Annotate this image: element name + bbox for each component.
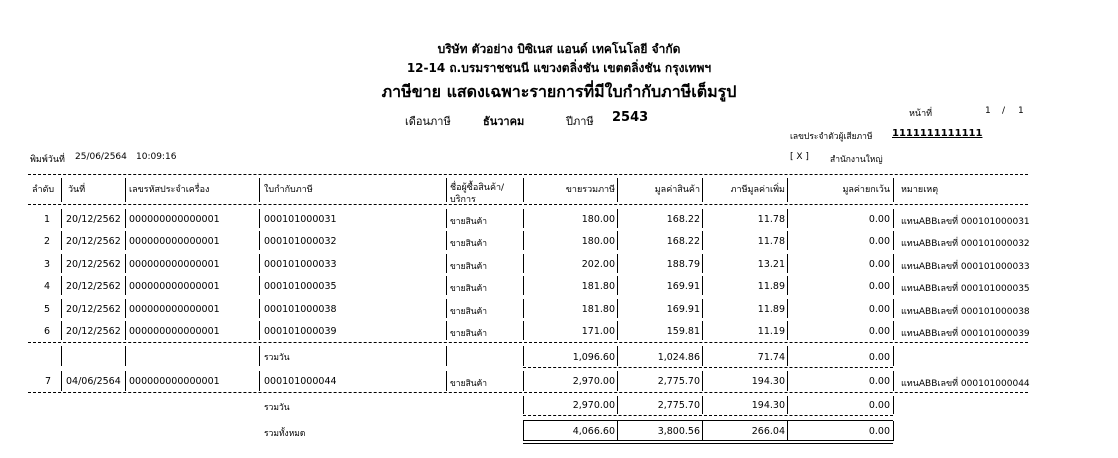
row-note: แทนABBเลขที่ 000101000038 bbox=[901, 306, 1030, 317]
row-separator bbox=[61, 276, 62, 295]
col-invoice-header: ใบกำกับภาษี bbox=[264, 185, 313, 195]
row-exempt: 0.00 bbox=[868, 258, 890, 270]
row-exempt: 0.00 bbox=[868, 326, 890, 337]
row-separator bbox=[787, 396, 788, 414]
row-seq: 1 bbox=[44, 214, 51, 225]
header-bottom-rule bbox=[28, 204, 1028, 205]
row-separator bbox=[787, 209, 788, 228]
row-note: แทนABBเลขที่ 000101000039 bbox=[901, 329, 1030, 339]
row-customer: ขายสินค้า bbox=[450, 306, 488, 317]
row-separator bbox=[259, 321, 260, 340]
row-invoice: 000101000031 bbox=[264, 214, 337, 225]
row-separator bbox=[617, 299, 618, 318]
grand-total-vat: 266.04 bbox=[751, 426, 785, 437]
header-separator bbox=[259, 178, 260, 202]
header-separator bbox=[617, 178, 618, 202]
row-separator bbox=[787, 299, 788, 318]
row-separator bbox=[61, 321, 62, 340]
page-separator: / bbox=[1002, 106, 1006, 116]
row-separator bbox=[893, 254, 894, 273]
taxid-label: เลขประจำตัวผู้เสียภาษี bbox=[790, 132, 873, 142]
row-separator bbox=[523, 276, 524, 295]
col-customer-header-2: บริการ bbox=[450, 195, 476, 205]
page-current: 1 bbox=[985, 106, 991, 116]
col-machine-header: เลขรหัสประจำเครื่อง bbox=[129, 185, 210, 195]
row-separator bbox=[446, 231, 447, 250]
row-separator bbox=[125, 299, 126, 318]
report-title: ภาษีขาย แสดงเฉพาะรายการที่มีใบกำกับภาษีเต็มรูป bbox=[381, 82, 737, 101]
header-separator bbox=[893, 178, 894, 202]
row-exempt: 0.00 bbox=[868, 303, 890, 315]
row-machine: 000000000000001 bbox=[129, 214, 220, 225]
row-total: 202.00 bbox=[581, 258, 615, 270]
subtotal1-label: รวมวัน bbox=[264, 353, 290, 363]
row-seq: 6 bbox=[44, 326, 51, 337]
row-separator bbox=[125, 254, 126, 273]
row-invoice: 000101000038 bbox=[264, 303, 337, 315]
row-date: 20/12/2562 bbox=[66, 236, 121, 248]
grand-total-top-rule bbox=[523, 420, 893, 421]
row-separator bbox=[702, 231, 703, 250]
row7-bottom-rule bbox=[28, 392, 1028, 393]
row-exempt: 0.00 bbox=[868, 236, 890, 248]
year-value: 2543 bbox=[612, 110, 649, 125]
row-separator bbox=[893, 299, 894, 318]
subtotal2-total: 2,970.00 bbox=[572, 400, 615, 411]
row-total: 181.80 bbox=[581, 281, 615, 293]
row-customer: ขายสินค้า bbox=[450, 329, 488, 339]
row-separator bbox=[617, 321, 618, 340]
row-total: 180.00 bbox=[581, 214, 615, 225]
grand-total-label: รวมทั้งหมด bbox=[264, 429, 306, 439]
col-exempt-header: มูลค่ายกเว้น bbox=[842, 185, 890, 195]
header-separator bbox=[125, 178, 126, 202]
row-goods: 168.22 bbox=[666, 236, 700, 248]
row-separator bbox=[893, 231, 894, 250]
row-separator bbox=[893, 421, 894, 441]
header-separator bbox=[446, 178, 447, 202]
row-note: แทนABBเลขที่ 000101000031 bbox=[901, 217, 1030, 227]
row-separator bbox=[523, 421, 524, 441]
col-goods-header: มูลค่าสินค้า bbox=[654, 185, 700, 195]
row-separator bbox=[125, 209, 126, 228]
row-separator bbox=[61, 254, 62, 273]
header-separator bbox=[787, 178, 788, 202]
row-separator bbox=[523, 321, 524, 340]
row7-exempt: 0.00 bbox=[868, 376, 890, 387]
row-separator bbox=[787, 276, 788, 295]
row-separator bbox=[702, 321, 703, 340]
year-label: ปีภาษี bbox=[566, 115, 594, 128]
row-goods: 169.91 bbox=[666, 281, 700, 293]
row-separator bbox=[893, 346, 894, 366]
row-vat: 11.89 bbox=[757, 281, 785, 293]
row7-goods: 2,775.70 bbox=[657, 376, 700, 387]
row-invoice: 000101000032 bbox=[264, 236, 337, 248]
print-date-label: พิมพ์วันที่ bbox=[30, 155, 65, 165]
row-separator bbox=[61, 371, 62, 391]
branch-checkbox: [ X ] bbox=[790, 152, 809, 162]
row-separator bbox=[702, 346, 703, 366]
row-separator bbox=[259, 209, 260, 228]
header-separator bbox=[61, 178, 62, 202]
row-separator bbox=[446, 321, 447, 340]
row-separator bbox=[893, 276, 894, 295]
row-machine: 000000000000001 bbox=[129, 281, 220, 293]
company-name: บริษัท ตัวอย่าง บิซิเนส แอนด์ เทคโนโลยี จำกัด bbox=[437, 42, 681, 56]
branch-label: สำนักงานใหญ่ bbox=[830, 155, 883, 165]
subtotal2-vat: 194.30 bbox=[751, 400, 785, 411]
month-value: ธันวาคม bbox=[483, 115, 525, 128]
subtotal1-top-rule bbox=[28, 342, 1028, 343]
row-separator bbox=[523, 299, 524, 318]
col-seq-header: ลำดับ bbox=[32, 185, 55, 195]
col-note-header: หมายเหตุ bbox=[901, 185, 939, 195]
row-goods: 159.81 bbox=[666, 326, 700, 337]
taxid-value: 1111111111111 bbox=[892, 128, 983, 139]
row-separator bbox=[446, 209, 447, 228]
row-separator bbox=[787, 421, 788, 441]
row-total: 181.80 bbox=[581, 303, 615, 315]
row-goods: 188.79 bbox=[666, 258, 700, 270]
row7-vat: 194.30 bbox=[751, 376, 785, 387]
row-separator bbox=[787, 321, 788, 340]
header-top-rule bbox=[28, 174, 1028, 175]
row-separator bbox=[702, 371, 703, 391]
row-separator bbox=[125, 321, 126, 340]
row-separator bbox=[702, 209, 703, 228]
row7-machine: 000000000000001 bbox=[129, 376, 220, 387]
grand-total-goods: 3,800.56 bbox=[657, 426, 700, 437]
row-separator bbox=[259, 231, 260, 250]
row-date: 20/12/2562 bbox=[66, 281, 121, 293]
print-time: 10:09:16 bbox=[136, 152, 177, 162]
row-separator bbox=[787, 254, 788, 273]
header-separator bbox=[523, 178, 524, 202]
row-separator bbox=[702, 396, 703, 414]
row-separator bbox=[702, 276, 703, 295]
subtotal1-total: 1,096.60 bbox=[572, 352, 615, 363]
row-invoice: 000101000033 bbox=[264, 258, 337, 270]
row-machine: 000000000000001 bbox=[129, 303, 220, 315]
row-separator bbox=[523, 371, 524, 391]
row-separator bbox=[787, 371, 788, 391]
row-vat: 11.78 bbox=[757, 214, 785, 225]
grand-total-double-rule bbox=[523, 440, 893, 444]
row-separator bbox=[893, 209, 894, 228]
row7-seq: 7 bbox=[45, 376, 52, 387]
row-seq: 4 bbox=[44, 281, 51, 293]
row7-date: 04/06/2564 bbox=[66, 376, 121, 387]
row7-invoice: 000101000044 bbox=[264, 376, 337, 387]
row-separator bbox=[446, 276, 447, 295]
row-customer: ขายสินค้า bbox=[450, 261, 488, 272]
row7-note: แทนABBเลขที่ 000101000044 bbox=[901, 379, 1030, 389]
row-date: 20/12/2562 bbox=[66, 214, 121, 225]
row-separator bbox=[617, 396, 618, 414]
row-invoice: 000101000039 bbox=[264, 326, 337, 337]
row-separator bbox=[259, 371, 260, 391]
row-vat: 11.19 bbox=[757, 326, 785, 337]
row-separator bbox=[259, 254, 260, 273]
row-separator bbox=[61, 209, 62, 228]
row-separator bbox=[702, 421, 703, 441]
row-separator bbox=[617, 421, 618, 441]
row-separator bbox=[446, 371, 447, 391]
row-seq: 3 bbox=[44, 258, 51, 270]
row-customer: ขายสินค้า bbox=[450, 284, 488, 295]
row-exempt: 0.00 bbox=[868, 281, 890, 293]
row-seq: 5 bbox=[44, 303, 51, 315]
col-date-header: วันที่ bbox=[68, 185, 86, 195]
row-separator bbox=[617, 346, 618, 366]
subtotal1-bottom-rule bbox=[523, 367, 893, 368]
row-date: 20/12/2562 bbox=[66, 258, 121, 270]
subtotal2-exempt: 0.00 bbox=[868, 400, 890, 411]
row-customer: ขายสินค้า bbox=[450, 239, 488, 250]
subtotal2-bottom-rule bbox=[523, 415, 893, 416]
row-separator bbox=[787, 346, 788, 366]
row-total: 171.00 bbox=[581, 326, 615, 337]
row-separator bbox=[259, 299, 260, 318]
col-total-header: ขายรวมภาษี bbox=[565, 185, 615, 195]
row-separator bbox=[446, 254, 447, 273]
header-separator bbox=[702, 178, 703, 202]
row-vat: 11.89 bbox=[757, 303, 785, 315]
subtotal2-goods: 2,775.70 bbox=[657, 400, 700, 411]
subtotal2-label: รวมวัน bbox=[264, 403, 290, 413]
row-separator bbox=[617, 209, 618, 228]
row-seq: 2 bbox=[44, 236, 51, 248]
row-separator bbox=[259, 276, 260, 295]
row-separator bbox=[787, 231, 788, 250]
row-vat: 13.21 bbox=[757, 258, 785, 270]
row-separator bbox=[259, 346, 260, 366]
row-separator bbox=[617, 254, 618, 273]
subtotal1-vat: 71.74 bbox=[757, 352, 785, 363]
row-note: แทนABBเลขที่ 000101000032 bbox=[901, 239, 1030, 250]
row7-customer: ขายสินค้า bbox=[450, 379, 488, 389]
row-separator bbox=[446, 299, 447, 318]
page-total: 1 bbox=[1018, 106, 1024, 116]
row-separator bbox=[523, 254, 524, 273]
month-label: เดือนภาษี bbox=[405, 115, 451, 128]
row-separator bbox=[702, 299, 703, 318]
grand-total-total: 4,066.60 bbox=[572, 426, 615, 437]
row-note: แทนABBเลขที่ 000101000033 bbox=[901, 261, 1030, 272]
row-date: 20/12/2562 bbox=[66, 326, 121, 337]
row-separator bbox=[125, 276, 126, 295]
row-separator bbox=[893, 371, 894, 391]
row-separator bbox=[523, 231, 524, 250]
row-separator bbox=[617, 231, 618, 250]
page-label: หน้าที่ bbox=[909, 109, 933, 119]
row-separator bbox=[617, 371, 618, 391]
subtotal1-goods: 1,024.86 bbox=[657, 352, 700, 363]
row-invoice: 000101000035 bbox=[264, 281, 337, 293]
row-goods: 169.91 bbox=[666, 303, 700, 315]
row-separator bbox=[523, 396, 524, 414]
row-separator bbox=[61, 346, 62, 366]
row-separator bbox=[893, 321, 894, 340]
subtotal1-exempt: 0.00 bbox=[868, 352, 890, 363]
row-goods: 168.22 bbox=[666, 214, 700, 225]
row-separator bbox=[523, 209, 524, 228]
row-total: 180.00 bbox=[581, 236, 615, 248]
row7-total: 2,970.00 bbox=[572, 376, 615, 387]
col-vat-header: ภาษีมูลค่าเพิ่ม bbox=[730, 185, 785, 195]
row-separator bbox=[446, 346, 447, 366]
company-address: 12-14 ถ.บรมราชชนนี แขวงตลิ่งชัน เขตตลิ่งชัน กรุงเทพฯ bbox=[406, 61, 712, 75]
row-note: แทนABBเลขที่ 000101000035 bbox=[901, 284, 1030, 295]
row-date: 20/12/2562 bbox=[66, 303, 121, 315]
row-separator bbox=[523, 346, 524, 366]
print-date: 25/06/2564 bbox=[75, 152, 127, 162]
row-separator bbox=[61, 231, 62, 250]
row-vat: 11.78 bbox=[757, 236, 785, 248]
row-separator bbox=[125, 231, 126, 250]
row-customer: ขายสินค้า bbox=[450, 217, 488, 227]
row-separator bbox=[125, 346, 126, 366]
row-machine: 000000000000001 bbox=[129, 258, 220, 270]
col-customer-header: ชื่อผู้ซื้อสินค้า/ bbox=[450, 183, 505, 193]
row-separator bbox=[617, 276, 618, 295]
row-machine: 000000000000001 bbox=[129, 236, 220, 248]
row-separator bbox=[61, 299, 62, 318]
grand-total-exempt: 0.00 bbox=[868, 426, 890, 437]
row-separator bbox=[893, 396, 894, 414]
row-separator bbox=[125, 371, 126, 391]
row-machine: 000000000000001 bbox=[129, 326, 220, 337]
row-exempt: 0.00 bbox=[868, 214, 890, 225]
row-separator bbox=[702, 254, 703, 273]
